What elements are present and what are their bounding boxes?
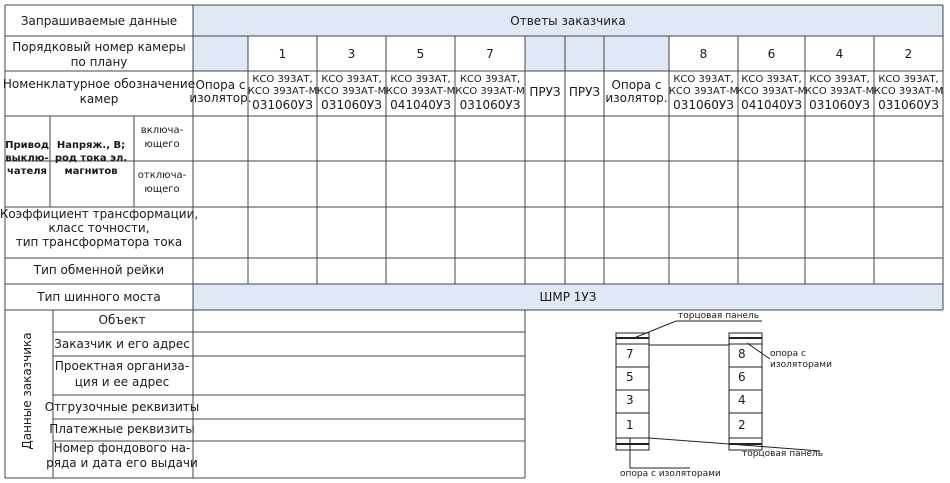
nomenclature-7-line-1: изолятор. (605, 91, 668, 105)
camera-number-8: 8 (699, 47, 708, 61)
drive-label-l1: Привод (5, 140, 49, 151)
nomenclature-11-line-0: КСО 393АТ, (878, 74, 939, 85)
on-label-l1: включа- (140, 125, 184, 136)
design-org-l1: Проектная организа- (54, 359, 190, 373)
drive-label-l2: выклю- (5, 153, 49, 164)
rail-label: Тип обменной рейки (33, 263, 165, 277)
voltage-label-l1: Напряж., В; (56, 140, 126, 151)
busbridge-label: Тип шинного моста (37, 290, 161, 304)
transform-label-l3: тип трансформатора тока (15, 235, 183, 249)
row-camera-number-l2: по плану (70, 55, 128, 69)
diagram-right-number-0: 8 (738, 347, 746, 361)
header-requested: Запрашиваемые данные (20, 14, 178, 28)
camera-number-1: 1 (278, 47, 287, 61)
fund-order-l1: Номер фондового на- (53, 441, 191, 455)
nomenclature-2-line-1: КСО 393АТ-М (316, 86, 387, 97)
camera-number-10: 4 (835, 47, 844, 61)
answers-cell-bg-0 (193, 36, 248, 71)
header-answers: Ответы заказчика (510, 14, 626, 28)
nomenclature-6-line-0: ПРУЗ (568, 85, 601, 99)
customer-section-label: Данные заказчика (20, 332, 34, 450)
nomenclature-9-line-0: КСО 393АТ, (741, 74, 802, 85)
camera-number-2: 3 (347, 47, 356, 61)
answers-cell-bg-7 (604, 36, 669, 71)
voltage-label-l2: род тока эл. (54, 153, 128, 164)
nomenclature-8-line-0: КСО 393АТ, (673, 74, 734, 85)
fund-order-l2: ряда и дата его выдачи (46, 456, 198, 470)
voltage-label-l3: магнитов (64, 166, 118, 177)
shipping-details: Отгрузочные реквизиты (44, 400, 200, 414)
nomenclature-11-line-2: 031060УЗ (878, 98, 939, 112)
customer-address: Заказчик и его адрес (54, 337, 190, 351)
nomenclature-3-line-0: КСО 393АТ, (390, 74, 451, 85)
diagram-insulator-label-l1: опора с (770, 349, 806, 359)
diagram-insulator-label-l2: изоляторами (770, 360, 832, 370)
nomenclature-1-line-0: КСО 393АТ, (252, 74, 313, 85)
nomenclature-0-line-1: изолятор. (189, 91, 252, 105)
nomenclature-0-line-0: Опора с (195, 78, 246, 92)
nomenclature-4-line-2: 031060УЗ (459, 98, 521, 112)
transform-label-l2: класс точности, (48, 221, 150, 235)
diagram-insulator-bottom-label: опора с изоляторами (620, 469, 721, 479)
drive-label-l3: чателя (7, 166, 47, 177)
diagram-left-number-0: 7 (626, 347, 634, 361)
payment-details: Платежные реквизиты (49, 422, 195, 436)
diagram-left-number-3: 1 (626, 418, 634, 432)
busbridge-value: ШМР 1УЗ (539, 290, 597, 304)
nomenclature-11-line-1: КСО 393АТ-М (873, 86, 944, 97)
nomenclature-5-line-0: ПРУЗ (529, 85, 561, 99)
nomenclature-7-line-0: Опора с (611, 78, 662, 92)
row-nomenclature-l1: Номенклатурное обозначение (2, 77, 196, 91)
transform-label-l1: Коэффициент трансформации, (0, 207, 199, 221)
diagram-end-panel-bottom-label: торцовая панель (742, 449, 824, 459)
nomenclature-8-line-2: 031060УЗ (673, 98, 734, 112)
diagram-left-number-1: 5 (626, 370, 634, 384)
nomenclature-3-line-2: 041040УЗ (390, 98, 451, 112)
off-label-l1: отключа- (137, 170, 187, 181)
diagram-right-number-3: 2 (738, 418, 746, 432)
design-org-l2: ция и ее адрес (74, 375, 170, 389)
nomenclature-1-line-2: 031060УЗ (252, 98, 313, 112)
leader-insulator-right (747, 343, 770, 359)
diagram-right-number-2: 4 (738, 393, 746, 407)
nomenclature-4-line-0: КСО 393АТ, (459, 74, 521, 85)
nomenclature-10-line-0: КСО 393АТ, (809, 74, 870, 85)
nomenclature-9-line-1: КСО 393АТ-М (736, 86, 807, 97)
camera-number-4: 7 (486, 47, 494, 61)
row-nomenclature-l2: камер (79, 92, 119, 106)
nomenclature-2-line-0: КСО 393АТ, (321, 74, 382, 85)
diagram-left-number-2: 3 (626, 393, 634, 407)
camera-number-3: 5 (416, 47, 425, 61)
leader-end-panel-top (634, 321, 762, 338)
camera-layout-diagram (616, 311, 832, 479)
diagram-right-number-1: 6 (738, 370, 746, 384)
off-label-l2: ющего (144, 184, 180, 195)
nomenclature-3-line-1: КСО 393АТ-М (385, 86, 456, 97)
row-camera-number-l1: Порядковый номер камеры (12, 40, 186, 54)
diagram-end-panel-top-label: торцовая панель (678, 311, 760, 321)
nomenclature-10-line-1: КСО 393АТ-М (804, 86, 875, 97)
nomenclature-9-line-2: 041040УЗ (741, 98, 802, 112)
nomenclature-1-line-1: КСО 393АТ-М (247, 86, 318, 97)
nomenclature-2-line-2: 031060УЗ (321, 98, 382, 112)
nomenclature-4-line-1: КСО 393АТ-М (455, 86, 525, 97)
on-label-l2: ющего (144, 139, 180, 150)
nomenclature-8-line-1: КСО 393АТ-М (668, 86, 739, 97)
camera-number-11: 2 (904, 47, 913, 61)
nomenclature-10-line-2: 031060УЗ (809, 98, 870, 112)
camera-number-9: 6 (767, 47, 776, 61)
leader-insulator-bottom (630, 438, 690, 468)
customer-object: Объект (98, 313, 146, 327)
